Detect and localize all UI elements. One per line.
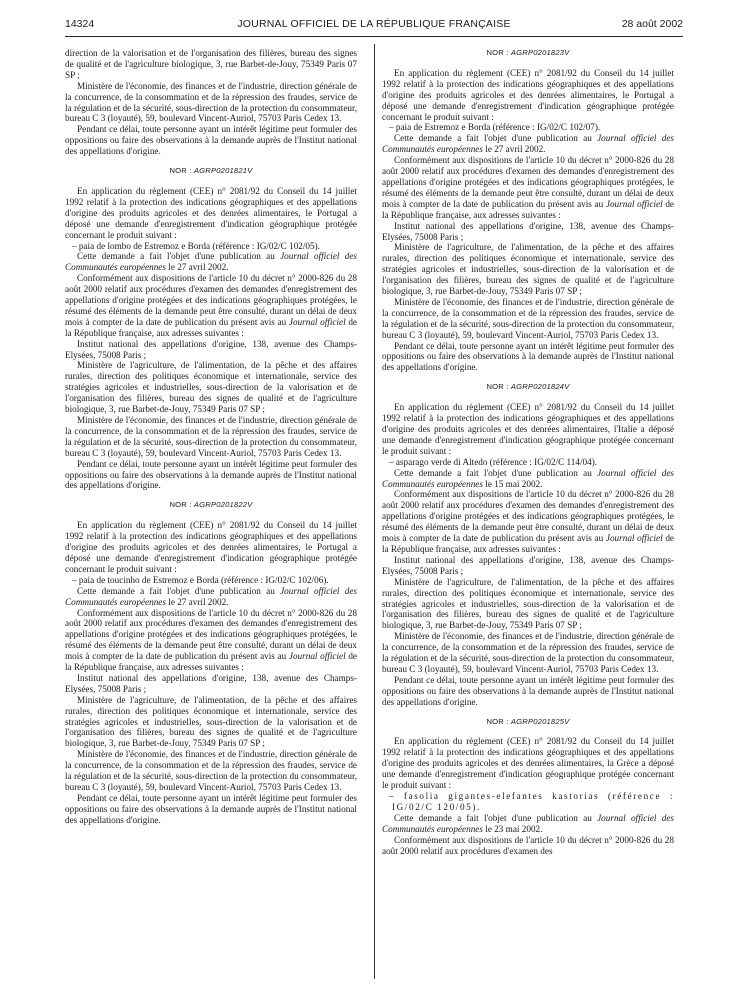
nor-code: AGRP0201821V — [193, 166, 253, 176]
paragraph: Pendant ce délai, toute personne ayant un intérêt légitime peut formuler des oppositions ou faire des observations à la demande auprès de l'Institut national des appellations d'origine. — [382, 674, 674, 707]
journal-reference: Journal officiel — [605, 198, 663, 209]
paragraph: En application du règlement (CEE) n° 2081/92 du Conseil du 14 juillet 1992 relatif à la protection des indications géographiques et des appellations d'origine des produits agricoles et des denrées alimentaires, la Grèce a déposé une demande d'enregistrement d'indication géographique protégée concernant le produit suivant : — [382, 736, 674, 791]
product-item: – paia de Estremoz e Borda (référence : IG/02/C 102/07). — [389, 122, 601, 133]
nor-label: NOR : — [169, 166, 192, 176]
paragraph: Ministère de l'économie, des finances et de l'industrie, direction générale de la concurrence, de la consommation et de la répression des fraudes, service de la régulation et de la sécurité, sous-direction de la protection du consommateur, bureau C 3 (loyauté), 59, boulevard Vincent-Auriol, 75703 Paris Cedex 13. — [382, 631, 674, 674]
paragraph: Institut national des appellations d'origine, 138, avenue des Champs-Elysées, 75008 Paris ; — [65, 338, 357, 360]
paragraph: Ministère de l'économie, des finances et de l'industrie, direction générale de la concurrence, de la consommation et de la répression des fraudes, service de la régulation et de la sécurité, sous-direction de la protection du consommateur, bureau C 3 (loyauté), 59, boulevard Vincent-Auriol, 75703 Paris Cedex 13. — [65, 80, 357, 124]
paragraph — [65, 251, 357, 273]
journal-reference: Journal officiel des Communautés européennes — [65, 585, 357, 607]
paragraph: Ministère de l'agriculture, de l'alimentation, de la pêche et des affaires rurales, direction des politiques économique et internationale, service des stratégies agricoles et industrielles, sous-direction de la valorisation et de l'organisation des filières, bureau des signes de qualité et de l'agriculture biologique, 3, rue Barbet-de-Jouy, 75349 Paris 07 SP ; — [382, 242, 674, 297]
text: de la République française, aux adresses suivantes : — [382, 533, 674, 554]
journal-reference: Journal officiel des Communautés européennes — [382, 812, 674, 834]
nor-code: AGRP0201823V — [510, 48, 570, 57]
nor-label: NOR : — [169, 500, 192, 510]
paragraph: Ministère de l'économie, des finances et de l'industrie, direction générale de la concurrence, de la consommation et de la répression des fraudes, service de la régulation et de la sécurité, sous-direction de la protection du consommateur, bureau C 3 (loyauté), 59, boulevard Vincent-Auriol, 75703 Paris Cedex 13. — [382, 296, 674, 340]
nor-code: AGRP0201822V — [193, 500, 253, 510]
nor-reference — [65, 166, 357, 177]
text: Cette demande a fait l'objet d'une publication au — [394, 467, 598, 478]
text: le 27 avril 2002. — [165, 262, 229, 273]
text: Conformément aux dispositions de l'article 10 du décret n° 2000-826 du 28 août 2000 relatif aux procédures d'examen des demandes d'enregistrement des appellations d'origine protégées et des indications géographiques protégées, le résumé des éléments de la demande peut être consulté, durant un délai de deux mois à compter de la date de publication du présent avis au — [382, 155, 674, 209]
nor-reference — [65, 500, 357, 511]
journal-reference: Journal officiel — [605, 533, 663, 544]
nor-label: NOR : — [486, 716, 509, 726]
product-item: – asparago verde di Altedo (référence : IG/02/C 114/04). — [389, 456, 598, 467]
text: de la République française, aux adresses suivantes : — [65, 316, 357, 338]
journal-reference: Journal officiel des Communautés européennes — [65, 251, 357, 273]
journal-reference: Journal officiel — [288, 651, 346, 662]
paragraph: Institut national des appellations d'origine, 138, avenue des Champs-Elysées, 75008 Paris ; — [382, 554, 674, 576]
paragraph — [65, 273, 357, 338]
paragraph: Pendant ce délai, toute personne ayant un intérêt légitime peut formuler des oppositions ou faire des observations à la demande auprès de l'Institut national des appellations d'origine. — [382, 340, 674, 373]
text: Conformément aux dispositions de l'article 10 du décret n° 2000-826 du 28 août 2000 relatif aux procédures d'examen des demandes d'enregistrement des appellations d'origine protégées et des indications géographiques protégées, le résumé des éléments de la demande peut être consulté, durant un délai de deux mois à compter de la date de publication du présent avis au — [65, 273, 357, 327]
paragraph: Ministère de l'agriculture, de l'alimentation, de la pêche et des affaires rurales, direction des politiques économique et internationale, service des stratégies agricoles et industrielles, sous-direction de la valorisation et de l'organisation des filières, bureau des signes de qualité et de l'agriculture biologique, 3, rue Barbet-de-Jouy, 75349 Paris 07 SP ; — [382, 576, 674, 631]
text: Cette demande a fait l'objet d'une publication au — [394, 133, 598, 144]
product-item: – fasolia gigantes-elefantes kastorias (référence : IG/02/C 120/05). — [389, 791, 674, 812]
nor-reference — [382, 717, 674, 728]
text: Cette demande a fait l'objet d'une publication au — [77, 585, 281, 596]
paragraph: En application du règlement (CEE) n° 2081/92 du Conseil du 14 juillet 1992 relatif à la protection des indications géographiques et des appellations d'origine des produits agricoles et des denrées alimentaires, le Portugal a déposé une demande d'enregistrement d'indication géographique protégée concernant le produit suivant : — [65, 520, 357, 574]
publication-date: 28 août 2002 — [621, 18, 683, 30]
text: Cette demande a fait l'objet d'une publication au — [77, 251, 281, 262]
paragraph: Ministère de l'économie, des finances et de l'industrie, direction générale de la concurrence, de la consommation et de la répression des fraudes, service de la régulation et de la sécurité, sous-direction de la protection du consommateur, bureau C 3 (loyauté), 59, boulevard Vincent-Auriol, 75703 Paris Cedex 13. — [65, 415, 357, 458]
notice-section — [65, 500, 357, 825]
text: le 15 mai 2002. — [482, 478, 543, 489]
text: de la République française, aux adresses suivantes : — [65, 651, 357, 673]
paragraph: Institut national des appellations d'origine, 138, avenue des Champs-Elysées, 75008 Paris ; — [65, 672, 357, 694]
paragraph — [382, 813, 674, 835]
paragraph: Pendant ce délai, toute personne ayant un intérêt légitime peut formuler des oppositions ou faire des observations à la demande auprès de l'Institut national des appellations d'origine. — [65, 458, 357, 491]
nor-reference — [382, 382, 674, 393]
paragraph — [382, 133, 674, 155]
left-column — [65, 48, 357, 826]
product-item: – paia de lombo de Estremoz e Borda (référence : IG/02/C 102/05). — [72, 240, 320, 251]
text: le 27 avril 2002. — [482, 144, 546, 155]
journal-reference: Journal officiel des Communautés européennes — [382, 467, 674, 489]
text: Conformément aux dispositions de l'article 10 du décret n° 2000-826 du 28 août 2000 relatif aux procédures d'examen des demandes d'enregistrement des appellations d'origine protégées et des indications géographiques protégées, le résumé des éléments de la demande peut être consulté, durant un délai de deux mois à compter de la date de publication du présent avis au — [382, 489, 674, 544]
text: Cette demande a fait l'objet d'une publication au — [394, 812, 598, 823]
journal-reference: Journal officiel des Communautés européennes — [382, 133, 674, 155]
paragraph: Conformément aux dispositions de l'article 10 du décret n° 2000-826 du 28 août 2000 relatif aux procédures d'examen des — [382, 834, 674, 856]
paragraph: direction de la valorisation et de l'organisation des filières, bureau des signes de qualité et de l'agriculture biologique, 3, rue Barbet-de-Jouy, 75349 Paris 07 SP ; — [65, 48, 357, 80]
text: de la République française, aux adresses suivantes : — [382, 198, 674, 220]
paragraph: En application du règlement (CEE) n° 2081/92 du Conseil du 14 juillet 1992 relatif à la protection des indications géographiques et des appellations d'origine des produits agricoles et des denrées alimentaires, l'Italie a déposé une demande d'enregistrement d'indication géographique protégée concernant le produit suivant : — [382, 402, 674, 456]
nor-code: AGRP0201824V — [510, 382, 570, 392]
journal-title: JOURNAL OFFICIEL DE LA RÉPUBLIQUE FRANÇAISE — [237, 18, 511, 30]
paragraph: Ministère de l'agriculture, de l'alimentation, de la pêche et des affaires rurales, direction des politiques économique et internationale, service des stratégies agricoles et industrielles, sous-direction de la valorisation et de l'organisation des filières, bureau des signes de qualité et de l'agriculture biologique, 3, rue Barbet-de-Jouy, 75349 Paris 07 SP ; — [65, 360, 357, 415]
text: Conformément aux dispositions de l'article 10 du décret n° 2000-826 du 28 août 2000 relatif aux procédures d'examen des demandes d'enregistrement des appellations d'origine protégées et des indications géographiques protégées, le résumé des éléments de la demande peut être consulté, durant un délai de deux mois à compter de la date de publication du présent avis au — [65, 607, 357, 662]
paragraph: Pendant ce délai, toute personne ayant un intérêt légitime peut formuler des oppositions ou faire des observations à la demande auprès de l'Institut national des appellations d'origine. — [65, 792, 357, 825]
paragraph — [382, 468, 674, 490]
notice-section — [382, 717, 674, 857]
right-column — [382, 48, 674, 856]
column-divider — [374, 44, 375, 979]
text: le 27 avril 2002. — [165, 596, 229, 607]
paragraph: Institut national des appellations d'origine, 138, avenue des Champs-Elysées, 75008 Paris ; — [382, 220, 674, 242]
nor-code: AGRP0201825V — [510, 716, 570, 726]
product-item: – paia de toucinho de Estremoz e Borda (référence : IG/02/C 102/06). — [72, 574, 329, 585]
text: le 23 mai 2002. — [482, 823, 543, 834]
paragraph: Ministère de l'économie, des finances et de l'industrie, direction générale de la concurrence, de la consommation et de la répression des fraudes, service de la régulation et de la sécurité, sous-direction de la protection du consommateur, bureau C 3 (loyauté), 59, boulevard Vincent-Auriol, 75703 Paris Cedex 13. — [65, 749, 357, 792]
notice-section — [382, 382, 674, 707]
paragraph: En application du règlement (CEE) n° 2081/92 du Conseil du 14 juillet 1992 relatif à la protection des indications géographiques et des appellations d'origine des produits agricoles et des denrées alimentaires, le Portugal a déposé une demande d'enregistrement d'indication géographique protégée concernant le produit suivant : — [382, 67, 674, 122]
paragraph — [65, 608, 357, 673]
paragraph — [382, 489, 674, 554]
journal-reference: Journal officiel — [288, 316, 346, 327]
paragraph: En application du règlement (CEE) n° 2081/92 du Conseil du 14 juillet 1992 relatif à la protection des indications géographiques et des appellations d'origine des produits agricoles et des denrées alimentaires, le Portugal a déposé une demande d'enregistrement d'indication géographique protégée concernant le produit suivant : — [65, 185, 357, 240]
notice-section — [65, 166, 357, 491]
paragraph — [65, 586, 357, 608]
paragraph: Ministère de l'agriculture, de l'alimentation, de la pêche et des affaires rurales, direction des politiques économique et internationale, service des stratégies agricoles et industrielles, sous-direction de la valorisation et de l'organisation des filières, bureau des signes de qualité et de l'agriculture biologique, 3, rue Barbet-de-Jouy, 75349 Paris 07 SP ; — [65, 694, 357, 749]
paragraph — [382, 155, 674, 220]
nor-reference — [382, 48, 674, 59]
nor-label: NOR : — [486, 48, 509, 57]
nor-label: NOR : — [486, 382, 509, 392]
notice-section — [382, 48, 674, 373]
page-header — [65, 14, 683, 37]
page-number: 14324 — [65, 18, 95, 30]
paragraph: Pendant ce délai, toute personne ayant un intérêt légitime peut formuler des oppositions ou faire des observations à la demande auprès de l'Institut national des appellations d'origine. — [65, 124, 357, 157]
